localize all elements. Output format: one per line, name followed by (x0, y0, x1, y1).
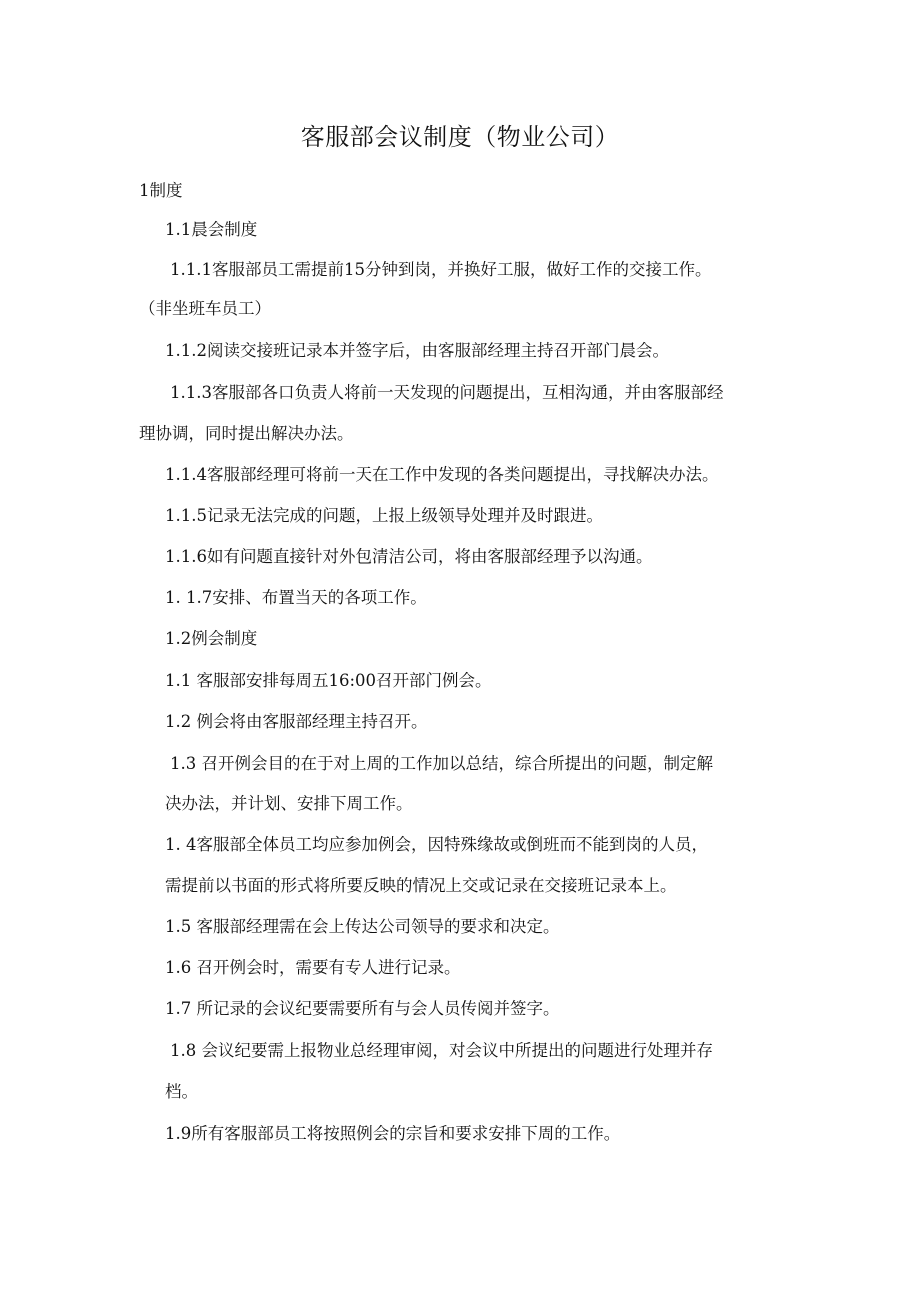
paragraph-line: 1.9所有客服部员工将按照例会的宗旨和要求安排下周的工作。 (165, 1124, 621, 1143)
document-title: 客服部会议制度（物业公司） (300, 123, 620, 151)
paragraph-line: 1.1 客服部安排每周五16:00召开部门例会。 (165, 671, 492, 690)
paragraph-line: 档。 (165, 1082, 198, 1101)
paragraph-line: 需提前以书面的形式将所要反映的情况上交或记录在交接班记录本上。 (165, 876, 677, 895)
paragraph-line: 1.1.1客服部员工需提前15分钟到岗，并换好工服，做好工作的交接工作。 (170, 260, 712, 279)
paragraph-line: 理协调，同时提出解决办法。 (139, 424, 354, 443)
paragraph-line: 1. 4客服部全体员工均应参加例会，因特殊缘故或倒班而不能到岗的人员， (165, 835, 708, 854)
section-heading: 1制度 (139, 181, 183, 200)
paragraph-line: 1.6 召开例会时，需要有专人进行记录。 (165, 958, 461, 977)
paragraph-line: 1.8 会议纪要需上报物业总经理审阅，对会议中所提出的问题进行处理并存 (170, 1041, 713, 1060)
paragraph-line: 1. 1.7安排、布置当天的各项工作。 (165, 588, 427, 607)
paragraph-line: 1.1.3客服部各口负责人将前一天发现的问题提出，互相沟通，并由客服部经 (170, 383, 724, 402)
paragraph-line: 1.7 所记录的会议纪要需要所有与会人员传阅并签字。 (165, 999, 560, 1018)
paragraph-line: 1.1.2阅读交接班记录本并签字后，由客服部经理主持召开部门晨会。 (165, 341, 669, 360)
subsection-heading: 1.1晨会制度 (165, 220, 258, 239)
paragraph-line: （非坐班车员工） (139, 299, 271, 318)
subsection-heading: 1.2例会制度 (165, 629, 258, 648)
paragraph-line: 决办法，并计划、安排下周工作。 (165, 794, 413, 813)
paragraph-line: 1.5 客服部经理需在会上传达公司领导的要求和决定。 (165, 917, 560, 936)
paragraph-line: 1.3 召开例会目的在于对上周的工作加以总结，综合所提出的问题，制定解 (170, 754, 713, 773)
paragraph-line: 1.1.5记录无法完成的问题，上报上级领导处理并及时跟进。 (165, 506, 603, 525)
paragraph-line: 1.1.6如有问题直接针对外包清洁公司，将由客服部经理予以沟通。 (165, 547, 653, 566)
paragraph-line: 1.2 例会将由客服部经理主持召开。 (165, 712, 428, 731)
paragraph-line: 1.1.4客服部经理可将前一天在工作中发现的各类问题提出，寻找解决办法。 (165, 465, 719, 484)
